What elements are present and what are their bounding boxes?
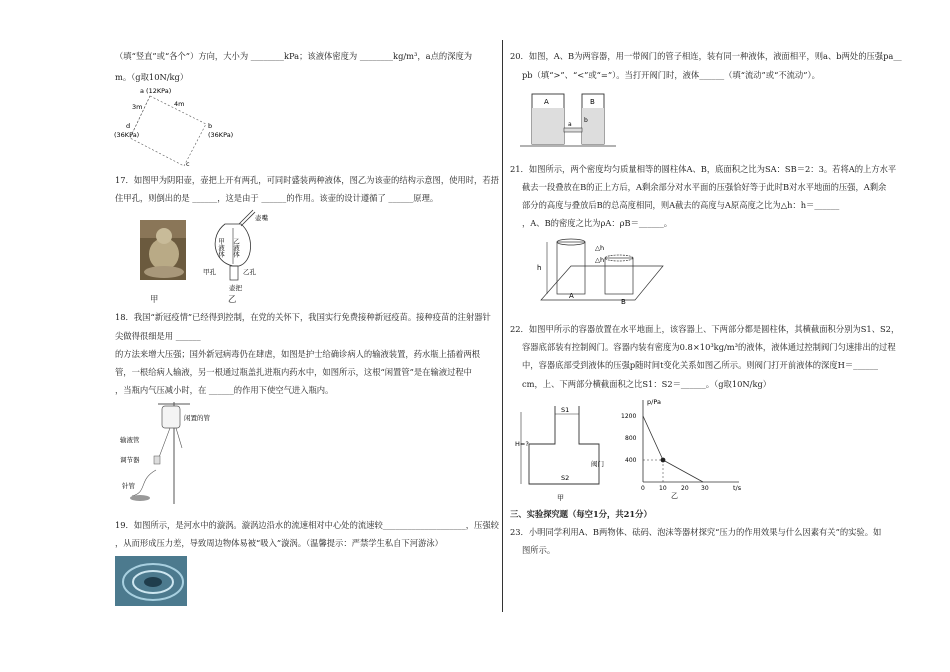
q16-label-4m: 4m	[174, 100, 185, 108]
q22-line1: 22．如图甲所示的容器放置在水平地面上，该容器上、下两部分都是圆柱体，其横截面积分别为S1、S2，	[510, 324, 900, 334]
pot-photo	[140, 220, 186, 280]
chart-ytick-1200: 1200	[621, 413, 637, 420]
q16-diagram	[110, 84, 260, 170]
q20-label-A: A	[544, 98, 549, 106]
q22-label-S2: S2	[561, 474, 570, 482]
chart-xtick-20: 20	[681, 485, 689, 492]
label-infusion-tube: 输液管	[120, 436, 140, 444]
q19-line2: ，从而形成压力差，导致周边物体易被“吸入”漩涡。（温馨提示：严禁学生私自下河游泳）	[115, 538, 443, 548]
section-heading: 三、实验探究题（每空1分，共21分）	[510, 509, 652, 519]
q16-label-b: b	[208, 122, 213, 130]
q21-cylinders-diagram	[535, 236, 665, 306]
q20-line2: pb（填“>”、“<”或“=”）。当打开阀门时，液体______（填“流动”或“不流动”）。	[522, 70, 820, 80]
q20-label-b: b	[584, 117, 588, 124]
q17-caption-yi: 乙	[228, 294, 237, 304]
q21-line3: 部分的高度与叠放后B的总高度相同，则A截去的高度与A原高度之比为△h：h＝______	[522, 200, 840, 210]
q22-container-diagram	[515, 400, 610, 504]
q20-label-a: a	[568, 121, 572, 128]
q21-label-B: B	[621, 298, 626, 306]
q22-label-jia: 甲	[557, 494, 564, 502]
q21-line2: 截去一段叠放在B的正上方后，A剩余部分对水平面的压强恰好等于此时B对水平地面的压强，A剩余	[522, 182, 887, 192]
q21-label-A: A	[569, 292, 574, 300]
q16-label-d: d	[126, 122, 131, 130]
q22-line3: 中，容器底部受到液体的压强p随时间t变化关系如图乙所示。则阀门打开前液体的深度H＝______	[522, 360, 879, 370]
q20-label-B: B	[590, 98, 595, 106]
label-yi-liquid: 乙液体	[232, 238, 240, 258]
q21-label-dh2: △h	[595, 256, 605, 264]
q17-line1: 17．如图甲为阴阳壶，壶把上开有两孔，可同时盛装两种液体，图乙为该壶的结构示意图，使用时，若捂	[115, 175, 499, 185]
q16-label-d-val: (36KPa)	[114, 131, 140, 139]
q16-line2: m。（g取10N/kg）	[115, 72, 189, 82]
q18-line4: 管，一根给病人输液，另一根通过瓶盖扎进瓶内药水中，如图所示，这根“闲置管”是在输液过程中	[115, 367, 472, 377]
q21-label-h: h	[537, 264, 542, 272]
q21-line1: 21．如图所示，两个密度均匀质量相等的圆柱体A、B，底面积之比为SA：SB＝2：3。若将A的上方水平	[510, 164, 897, 174]
q16-line1: （填“竖直”或“各个”）方向，大小为 ________kPa；该液体密度为 ________kg/m³，a点的深度为	[115, 51, 473, 61]
q18-line5: ，当瓶内气压减小时，在 ______的作用下使空气进入瓶内。	[115, 385, 334, 395]
q20-line1: 20．如图，A、B为两容器，用一带阀门的管子相连，装有同一种液体，液面相平，则a、b两处的压强pa__	[510, 51, 902, 61]
label-spout: 壶嘴	[255, 214, 268, 222]
label-jia-liquid: 甲液体	[217, 238, 225, 258]
q20-containers-diagram	[520, 86, 620, 152]
q22-line2: 容器底部装有控制阀门。容器内装有密度为0.8×10³kg/m³的液体，液体通过控制阀门匀速排出的过程	[522, 342, 896, 352]
label-idle-tube: 闲置的管	[184, 414, 210, 422]
chart-xtick-10: 10	[659, 485, 667, 492]
q22-label-yi: 乙	[671, 492, 678, 500]
q23-line2: 图所示。	[522, 545, 556, 555]
chart-ytick-800: 800	[625, 435, 637, 442]
q21-label-dh1: △h	[595, 244, 605, 252]
q16-label-a: a (12KPa)	[140, 87, 172, 95]
chart-xlabel: t/s	[733, 484, 742, 492]
label-handle: 壶把	[229, 284, 242, 292]
q22-label-valve: 阀门	[591, 460, 604, 468]
pot-structure-diagram	[195, 206, 285, 294]
q23-line1: 23．小明同学利用A、B两物体、砝码、泡沫等器材探究“压力的作用效果与什么因素有关”的实验。如	[510, 527, 882, 537]
whirlpool-photo	[115, 556, 187, 606]
chart-xtick-30: 30	[701, 485, 709, 492]
q17-line2: 住甲孔，则倒出的是 ______，这是由于 ______的作用。该壶的设计遵循了 ______原理。	[115, 193, 439, 203]
q16-label-3m: 3m	[132, 103, 143, 111]
column-divider	[502, 40, 503, 612]
q19-line1: 19．如图所示，是河水中的漩涡。漩涡边沿水的流速相对中心处的流速较____________________，压强较	[115, 520, 499, 530]
q22-line4: cm，上、下两部分横截面积之比S1：S2＝______。（g取10N/kg）	[522, 379, 772, 389]
q22-label-H: H=?	[515, 440, 529, 448]
q17-caption-jia: 甲	[150, 294, 159, 304]
label-hole-jia: 甲孔	[203, 268, 216, 276]
q22-pressure-chart	[615, 396, 745, 500]
q16-label-c: c	[186, 160, 190, 168]
label-hole-yi: 乙孔	[243, 268, 256, 276]
chart-ytick-400: 400	[625, 457, 637, 464]
label-regulator: 调节器	[120, 456, 140, 464]
q21-line4: ，A、B的密度之比为ρA：ρB＝______。	[522, 218, 673, 228]
q16-label-b-val: (36KPa)	[208, 131, 234, 139]
q18-line2: 尖做得很细是用 ______	[115, 331, 201, 341]
chart-xtick-0: 0	[641, 485, 645, 492]
chart-ylabel: p/Pa	[647, 398, 661, 406]
label-needle: 针管	[122, 482, 135, 490]
q18-line1: 18．我国“新冠疫情”已经得到控制，在党的关怀下，我国实行免费接种新冠疫苗。接种疫苗的注射器针	[115, 312, 491, 322]
infusion-diagram	[118, 400, 228, 510]
q22-label-S1: S1	[561, 406, 570, 414]
q18-line3: 的方法来增大压强；国外新冠病毒仍在肆虐，如图是护士给确诊病人的输液装置，药水瓶上插着两根	[115, 349, 481, 359]
